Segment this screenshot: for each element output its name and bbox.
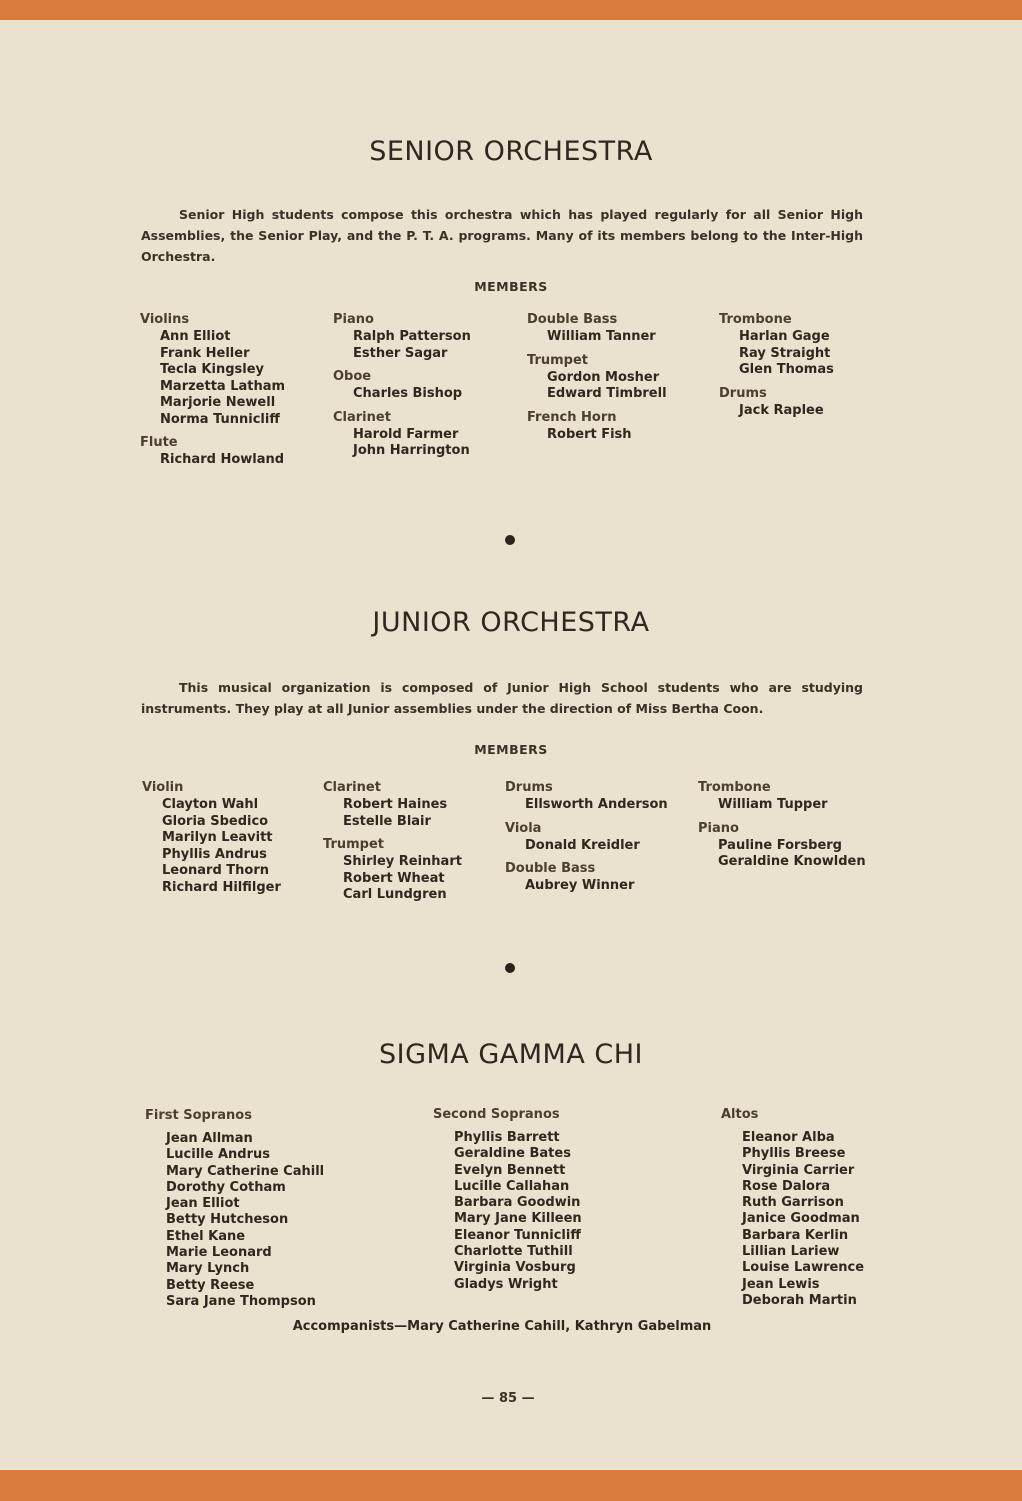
member-name: Leonard Thorn xyxy=(162,863,270,878)
instrument-group xyxy=(505,820,668,855)
instrument-group xyxy=(333,409,471,460)
member-name: Eleanor Tunnicliff xyxy=(454,1227,581,1243)
member-name: Jean Elliot xyxy=(166,1196,240,1212)
member-name: Robert Fish xyxy=(547,426,632,442)
member-name: Richard Howland xyxy=(160,452,285,467)
section-heading: Drums xyxy=(719,385,767,401)
member-name: Geraldine Bates xyxy=(454,1146,571,1162)
member-name: William Tanner xyxy=(547,329,656,344)
junior-col-0 xyxy=(142,779,281,902)
senior-orchestra-title: SENIOR ORCHESTRA xyxy=(369,136,653,167)
section-heading: Trombone xyxy=(698,780,771,795)
member-name: Marjorie Newell xyxy=(160,395,276,410)
member-name: Robert Wheat xyxy=(343,870,445,886)
instrument-group xyxy=(140,434,285,469)
member-name: Richard Hilfilger xyxy=(162,879,281,895)
instrument-group xyxy=(333,368,471,403)
member-name: Ellsworth Anderson xyxy=(525,797,668,812)
accompanists-line: Accompanists—Mary Catherine Cahill, Kathryn Gabelman xyxy=(292,1319,712,1334)
member-name: Glen Thomas xyxy=(739,362,834,377)
member-name: Louise Lawrence xyxy=(742,1260,865,1276)
member-name: Esther Sagar xyxy=(353,345,448,361)
section-heading: Trombone xyxy=(719,312,792,327)
top-border-band xyxy=(0,0,1022,20)
member-name: Gladys Wright xyxy=(454,1276,558,1292)
member-name: Jean Lewis xyxy=(742,1276,820,1292)
section-heading: Clarinet xyxy=(333,409,391,425)
member-name: Deborah Martin xyxy=(742,1292,857,1308)
choir-col-altos xyxy=(721,1106,864,1309)
member-name: Phyllis Barrett xyxy=(454,1130,560,1145)
member-name: Jean Allman xyxy=(166,1131,253,1146)
senior-col-0 xyxy=(140,311,285,475)
member-name: Jack Raplee xyxy=(739,402,824,418)
section-heading: Clarinet xyxy=(323,780,381,795)
member-name: Clayton Wahl xyxy=(162,797,259,812)
section-heading: Flute xyxy=(140,435,178,450)
section-heading: Trumpet xyxy=(527,352,588,368)
instrument-group xyxy=(323,836,462,904)
member-name: Mary Lynch xyxy=(166,1261,250,1277)
instrument-group xyxy=(527,311,667,346)
member-name: Lucille Andrus xyxy=(166,1147,270,1163)
senior-members-heading: MEMBERS xyxy=(474,279,548,294)
section-heading: Violin xyxy=(142,780,184,795)
section-heading: Piano xyxy=(698,820,739,836)
member-name: Marie Leonard xyxy=(166,1245,272,1261)
member-name: Norma Tunnicliff xyxy=(160,411,280,427)
member-name: Barbara Goodwin xyxy=(454,1195,581,1211)
instrument-group xyxy=(142,779,281,896)
senior-orchestra-description: Senior High students compose this orchestra which has played regularly for all Senior High Assemblies, the Senior Play, and the P. T. A. programs. Many of its members belong to the Inter-High Orchestra. xyxy=(141,207,863,264)
sigma-gamma-chi-title: SIGMA GAMMA CHI xyxy=(378,1039,644,1070)
member-name: William Tupper xyxy=(718,797,828,812)
section-heading: French Horn xyxy=(527,409,617,425)
member-name: Ralph Patterson xyxy=(353,329,471,344)
instrument-group xyxy=(505,779,668,814)
member-name: Dorothy Cotham xyxy=(166,1179,286,1195)
member-name: Frank Heller xyxy=(160,345,250,361)
member-name: Evelyn Bennett xyxy=(454,1162,566,1178)
member-name: Charles Bishop xyxy=(353,386,463,401)
member-name: Shirley Reinhart xyxy=(343,854,462,869)
member-name: Lucille Callahan xyxy=(454,1178,570,1194)
choir-col-second-sopranos xyxy=(433,1106,582,1293)
instrument-group xyxy=(698,820,866,871)
section-divider-bullet xyxy=(505,535,515,545)
member-name: Harold Farmer xyxy=(353,426,459,442)
choir-col-first-sopranos xyxy=(145,1107,324,1310)
member-name: Virginia Vosburg xyxy=(454,1260,576,1276)
instrument-group xyxy=(323,779,462,830)
junior-orchestra-title: JUNIOR ORCHESTRA xyxy=(372,607,650,638)
voice-part-heading: Altos xyxy=(721,1107,759,1122)
section-heading: Drums xyxy=(505,780,553,795)
member-name: Barbara Kerlin xyxy=(742,1227,849,1243)
member-name: Rose Dalora xyxy=(742,1178,831,1194)
page-number: — 85 — xyxy=(481,1391,535,1406)
junior-col-3 xyxy=(698,779,866,877)
junior-members-heading: MEMBERS xyxy=(474,742,548,757)
member-name: Harlan Gage xyxy=(739,329,830,344)
member-name: Sara Jane Thompson xyxy=(166,1293,316,1309)
member-name: Betty Hutcheson xyxy=(166,1212,289,1228)
member-name: John Harrington xyxy=(353,443,470,458)
member-name: Janice Goodman xyxy=(742,1211,860,1227)
member-name: Geraldine Knowlden xyxy=(718,854,866,869)
voice-part-heading: First Sopranos xyxy=(145,1108,252,1123)
senior-col-1 xyxy=(333,311,471,466)
section-divider-bullet xyxy=(505,963,515,973)
member-name: Marilyn Leavitt xyxy=(162,830,273,845)
junior-col-2 xyxy=(505,779,668,901)
senior-col-3 xyxy=(719,311,834,425)
bottom-border-band xyxy=(0,1470,1022,1501)
voice-part-heading: Second Sopranos xyxy=(433,1107,560,1122)
section-heading: Double Bass xyxy=(505,861,596,876)
member-name: Mary Catherine Cahill xyxy=(166,1163,325,1179)
section-heading: Double Bass xyxy=(527,312,618,327)
member-name: Ruth Garrison xyxy=(742,1195,844,1211)
member-name: Edward Timbrell xyxy=(547,386,667,401)
member-name: Lillian Lariew xyxy=(742,1244,840,1260)
member-name: Ray Straight xyxy=(739,345,831,361)
member-name: Virginia Carrier xyxy=(742,1162,855,1178)
member-name: Pauline Forsberg xyxy=(718,837,842,853)
member-name: Robert Haines xyxy=(343,797,448,812)
member-name: Ann Elliot xyxy=(160,329,231,344)
section-heading: Violins xyxy=(140,312,190,327)
member-name: Phyllis Andrus xyxy=(162,846,267,862)
junior-col-1 xyxy=(323,779,462,910)
member-name: Phyllis Breese xyxy=(742,1146,846,1162)
junior-orchestra-description: This musical organization is composed of Junior High School students who are studying instruments. They play at all Junior assemblies under the direction of Miss Bertha Coon. xyxy=(141,680,863,716)
instrument-group xyxy=(698,779,866,814)
member-name: Gloria Sbedico xyxy=(162,813,269,829)
instrument-group xyxy=(505,860,668,895)
member-name: Carl Lundgren xyxy=(343,887,447,902)
senior-col-2 xyxy=(527,311,667,449)
section-heading: Piano xyxy=(333,312,374,327)
member-name: Betty Reese xyxy=(166,1277,255,1293)
section-heading: Trumpet xyxy=(323,837,384,852)
member-name: Aubrey Winner xyxy=(525,878,635,893)
instrument-group xyxy=(140,311,285,428)
instrument-group xyxy=(527,352,667,403)
member-name: Marzetta Latham xyxy=(160,378,286,394)
member-name: Mary Jane Killeen xyxy=(454,1211,582,1227)
instrument-group xyxy=(333,311,471,362)
instrument-group xyxy=(719,385,834,420)
section-heading: Oboe xyxy=(333,369,372,384)
member-name: Gordon Mosher xyxy=(547,369,660,385)
member-name: Donald Kreidler xyxy=(525,837,640,853)
instrument-group xyxy=(527,409,667,444)
member-name: Estelle Blair xyxy=(343,813,431,829)
section-heading: Viola xyxy=(505,820,542,836)
member-name: Ethel Kane xyxy=(166,1228,246,1244)
member-name: Tecla Kingsley xyxy=(160,362,264,377)
member-name: Charlotte Tuthill xyxy=(454,1244,573,1260)
member-name: Eleanor Alba xyxy=(742,1130,835,1145)
instrument-group xyxy=(719,311,834,379)
